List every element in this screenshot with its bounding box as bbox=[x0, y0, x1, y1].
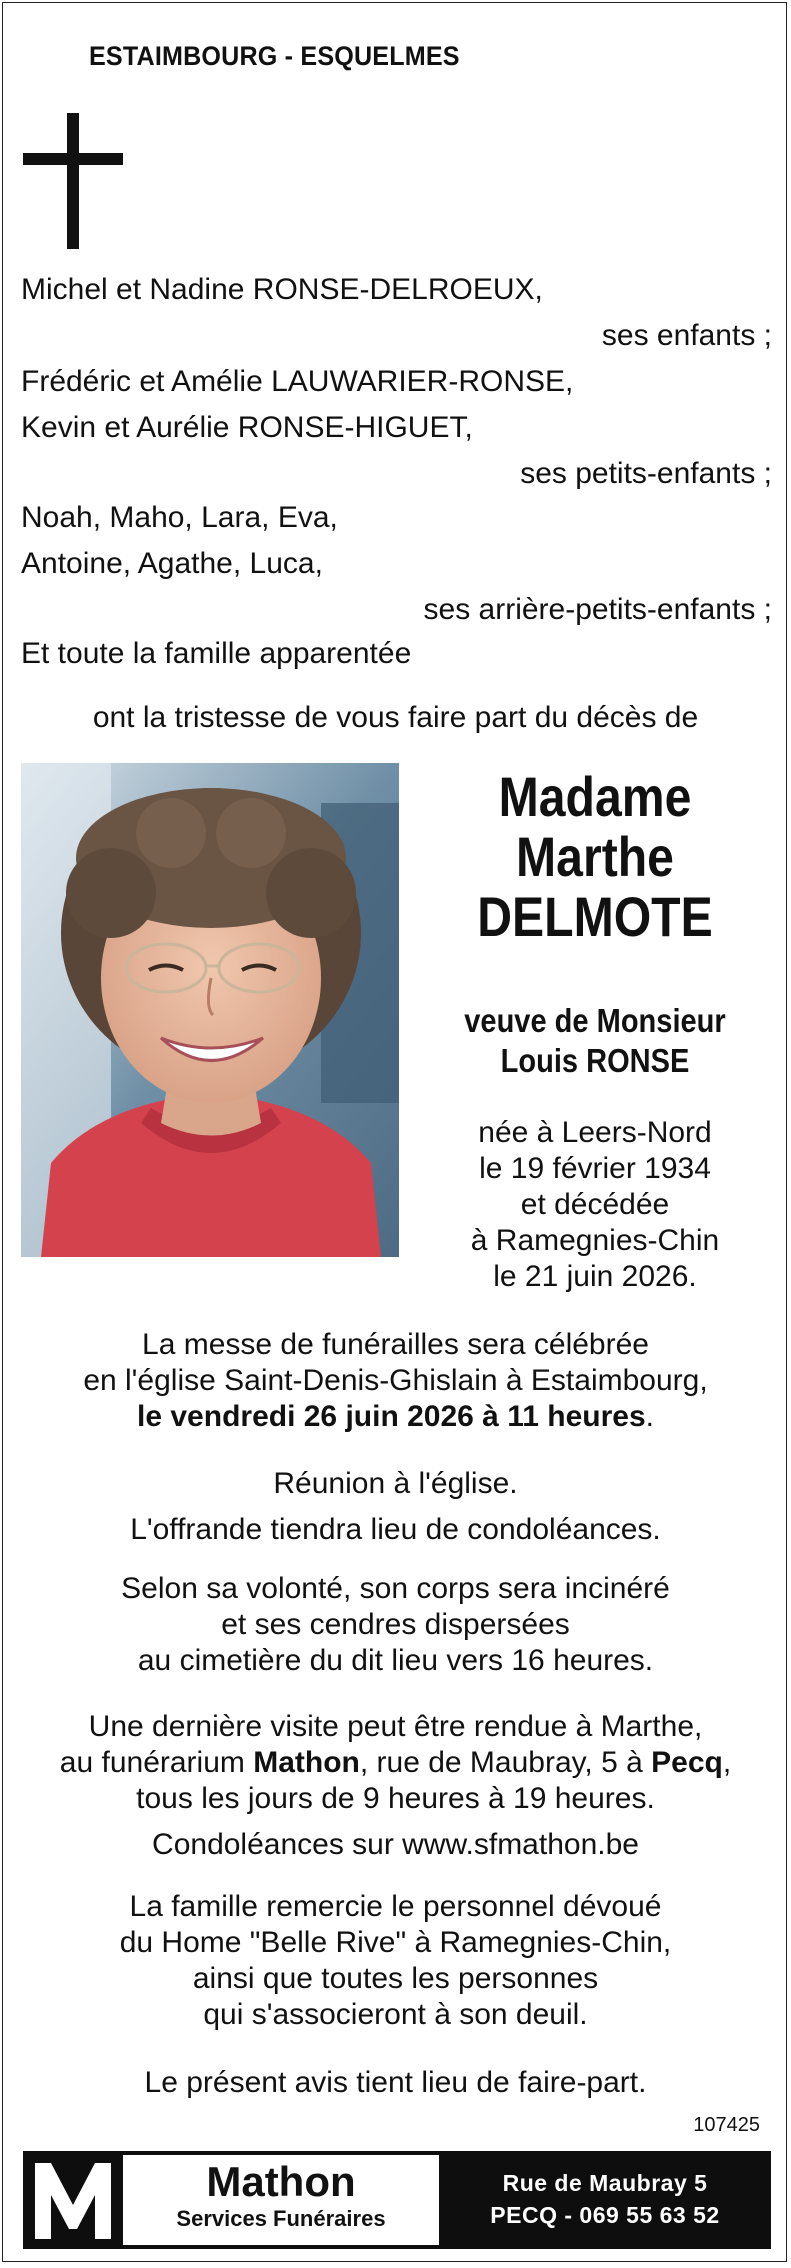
children-label: ses enfants ; bbox=[601, 319, 772, 352]
mathon-logo-icon bbox=[31, 2159, 115, 2241]
children-names: Michel et Nadine RONSE-DELROEUX, bbox=[21, 273, 543, 306]
thanks-block bbox=[3, 1889, 788, 2033]
widow-block bbox=[415, 1001, 775, 1081]
extended-family-line: Et toute la famille apparentée bbox=[21, 637, 412, 670]
visit-line-1: Une dernière visite peut être rendue à Marthe, bbox=[88, 1710, 703, 1743]
bio-line: à Ramegnies-Chin bbox=[470, 1224, 720, 1257]
ceremony-line-1: La messe de funérailles sera célébrée bbox=[142, 1328, 649, 1361]
funeral-home-banner bbox=[23, 2151, 771, 2249]
address-street: Rue de Maubray 5 bbox=[502, 2170, 708, 2196]
bio-line: et décédée bbox=[520, 1188, 670, 1221]
address-city-phone: PECQ - 069 55 63 52 bbox=[490, 2202, 720, 2228]
thanks-line-2: du Home "Belle Rive" à Ramegnies-Chin, bbox=[119, 1926, 672, 1959]
cross-icon-bar bbox=[23, 153, 123, 165]
birth-death-block bbox=[415, 1115, 775, 1295]
widow-line-1: veuve de Monsieur bbox=[464, 1002, 726, 1039]
reference-number: 107425 bbox=[693, 2114, 760, 2136]
bio-line: née à Leers-Nord bbox=[478, 1116, 712, 1149]
visit-line-3: tous les jours de 9 heures à 19 heures. bbox=[136, 1782, 655, 1815]
town-name: Pecq bbox=[651, 1746, 723, 1779]
great-grandchildren-names-1: Noah, Maho, Lara, Eva, bbox=[21, 501, 338, 534]
great-grandchildren-names-2: Antoine, Agathe, Luca, bbox=[21, 547, 323, 580]
wish-line-2: et ses cendres dispersées bbox=[221, 1608, 570, 1641]
brand-panel bbox=[123, 2155, 439, 2245]
thanks-line-1: La famille remercie le personnel dévoué bbox=[129, 1890, 662, 1923]
bio-line: le 19 février 1934 bbox=[479, 1152, 711, 1185]
meeting-line-1: Réunion à l'église. bbox=[273, 1467, 518, 1500]
funerarium-name: Mathon bbox=[253, 1746, 360, 1779]
cross-icon bbox=[67, 113, 79, 249]
bio-line: le 21 juin 2026. bbox=[493, 1260, 697, 1293]
condolences-line: Condoléances sur www.sfmathon.be bbox=[152, 1828, 639, 1861]
closing-line: Le présent avis tient lieu de faire-part. bbox=[144, 2066, 647, 2099]
grandchildren-names-1: Frédéric et Amélie LAUWARIER-RONSE, bbox=[21, 365, 574, 398]
ceremony-line-3: le vendredi 26 juin 2026 à 11 heures. bbox=[137, 1400, 654, 1433]
meeting-block bbox=[3, 1461, 788, 1553]
closing-block bbox=[3, 2065, 788, 2101]
thanks-line-3: ainsi que toutes les personnes bbox=[192, 1962, 599, 1995]
portrait-illustration bbox=[21, 763, 399, 1257]
grandchildren-names-2: Kevin et Aurélie RONSE-HIGUET, bbox=[21, 411, 473, 444]
brand-subtitle: Services Funéraires bbox=[176, 2206, 386, 2231]
brand-name: Mathon bbox=[206, 2158, 356, 2205]
portrait-photo bbox=[21, 763, 399, 1257]
thanks-line-4: qui s'associeront à son deuil. bbox=[203, 1998, 588, 2031]
wish-line-3: au cimetière du dit lieu vers 16 heures. bbox=[137, 1644, 654, 1677]
ceremony-line-2: en l'église Saint-Denis-Ghislain à Estaimbourg, bbox=[83, 1364, 708, 1397]
visit-block bbox=[3, 1709, 788, 1863]
ceremony-block bbox=[3, 1327, 788, 1435]
obituary-notice bbox=[2, 2, 787, 2262]
cremation-block bbox=[3, 1571, 788, 1679]
deceased-name-block bbox=[415, 767, 775, 947]
meeting-line-2: L'offrande tiendra lieu de condoléances. bbox=[130, 1513, 661, 1546]
deceased-first-name: Marthe bbox=[516, 825, 674, 888]
location-header: ESTAIMBOURG - ESQUELMES bbox=[89, 41, 460, 71]
visit-line-2: au funérarium Mathon, rue de Maubray, 5 à Pecq, bbox=[59, 1746, 732, 1779]
wish-line-1: Selon sa volonté, son corps sera incinéré bbox=[121, 1572, 670, 1605]
announcement-line: ont la tristesse de vous faire part du décès de bbox=[92, 701, 699, 734]
deceased-title: Madame bbox=[498, 765, 692, 828]
deceased-last-name: DELMOTE bbox=[477, 885, 713, 948]
grandchildren-label: ses petits-enfants ; bbox=[520, 457, 772, 490]
widow-line-2: Louis RONSE bbox=[500, 1042, 690, 1079]
funeral-home-address bbox=[443, 2167, 767, 2231]
ceremony-date: le vendredi 26 juin 2026 à 11 heures bbox=[137, 1400, 646, 1433]
great-grandchildren-label: ses arrière-petits-enfants ; bbox=[423, 593, 772, 626]
